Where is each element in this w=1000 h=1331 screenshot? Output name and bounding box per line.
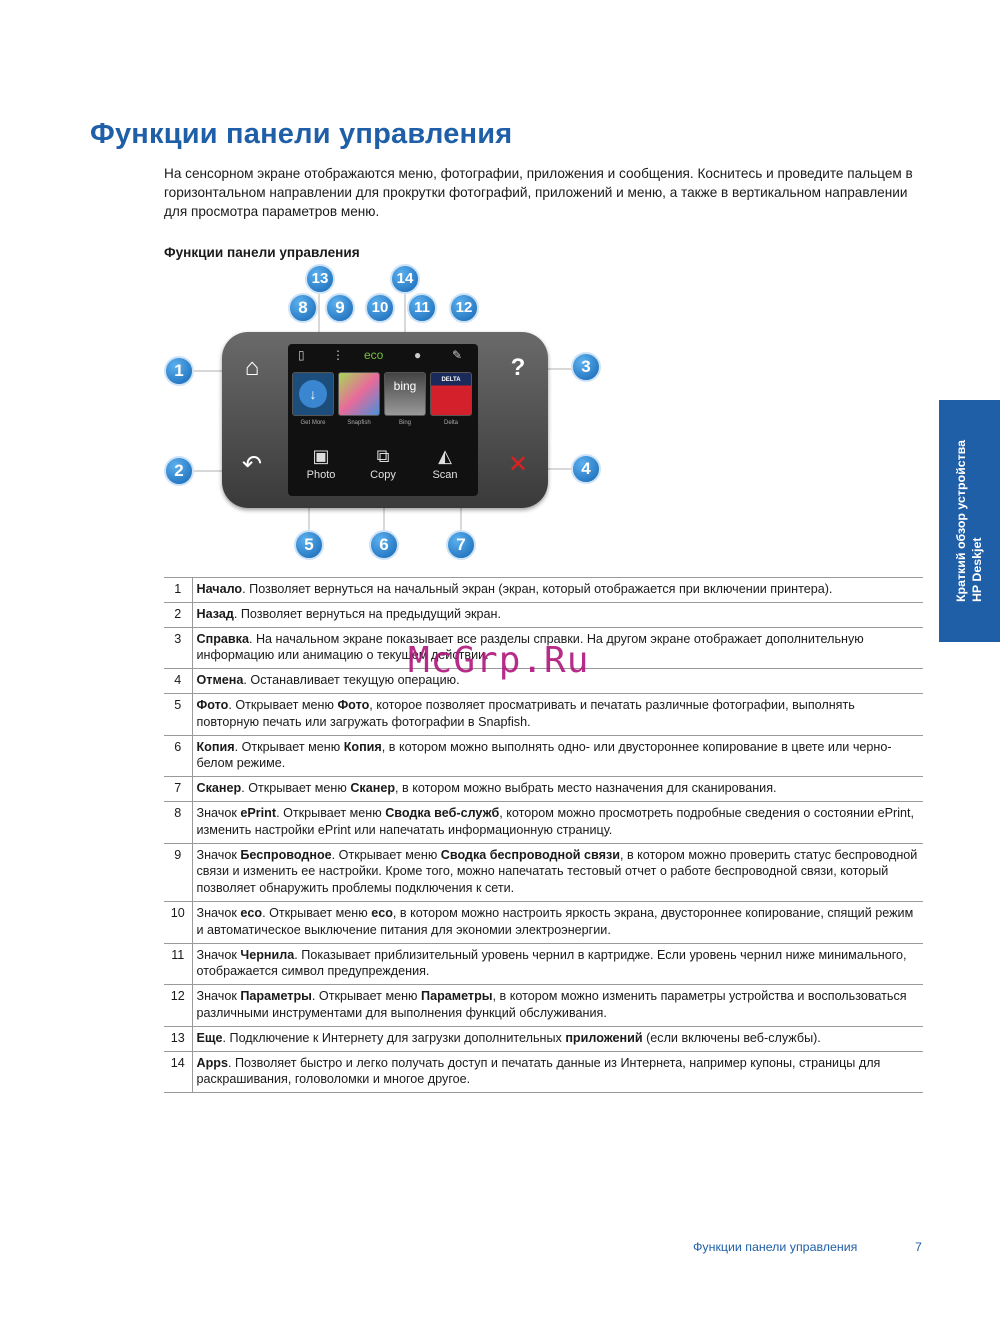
row-description: Apps. Позволяет быстро и легко получать доступ и печатать данные из Интернета, например купоны, страницы для раскрашивания, головоломки и многое другое. [192, 1051, 923, 1093]
printer-control-panel [222, 332, 548, 508]
app-tile-bing[interactable] [384, 372, 426, 416]
table-row [164, 801, 923, 843]
delta-logo: DELTA [441, 377, 461, 383]
help-button[interactable]: ? [510, 354, 526, 381]
callout-8: 8 [288, 293, 318, 323]
row-number: 14 [164, 1051, 192, 1093]
copy-button[interactable] [358, 444, 408, 494]
callout-4: 4 [571, 454, 601, 484]
app-label: Get More [300, 420, 326, 426]
copy-label: Copy [370, 469, 396, 481]
row-number: 6 [164, 735, 192, 777]
callout-11: 11 [407, 293, 437, 323]
row-description: Фото. Открывает меню Фото, которое позволяет просматривать и печатать различные фотографии, выполнять повторную печать или загружать фотографии в Snapfish. [192, 693, 923, 735]
download-icon: ↓ [299, 380, 327, 408]
touch-screen [288, 344, 478, 496]
row-description: Справка. На начальном экране показывает все разделы справки. На другом экране отображает дополнительную информацию или анимацию о текущем действии. [192, 627, 923, 669]
callout-2: 2 [164, 456, 194, 486]
apps-row [292, 372, 474, 440]
side-tab-text [953, 440, 985, 602]
control-panel-figure [160, 262, 620, 567]
table-row [164, 602, 923, 627]
table-row [164, 735, 923, 777]
photo-icon: ▣ [312, 446, 330, 466]
callout-7: 7 [446, 530, 476, 560]
watermark: McGrp.Ru [408, 640, 590, 681]
ink-icon[interactable]: ● [414, 348, 422, 362]
row-description: Отмена. Останавливает текущую операцию. [192, 669, 923, 694]
page-number: 7 [915, 1240, 922, 1254]
wireless-icon[interactable]: ⋮ [332, 348, 344, 362]
photo-button[interactable] [296, 444, 346, 494]
photo-label: Photo [306, 469, 336, 481]
table-row [164, 1051, 923, 1093]
callout-14: 14 [390, 264, 420, 294]
app-label: Snapfish [347, 420, 371, 426]
scan-button[interactable] [420, 444, 470, 494]
bing-logo: bing [393, 379, 417, 393]
home-button[interactable]: ⌂ [244, 354, 260, 381]
table-row [164, 843, 923, 901]
row-description: Начало. Позволяет вернуться на начальный экран (экран, который отображается при включении принтера). [192, 578, 923, 603]
table-row [164, 578, 923, 603]
app-label: Delta [443, 420, 458, 426]
row-description: Назад. Позволяет вернуться на предыдущий экран. [192, 602, 923, 627]
app-tile-delta[interactable] [430, 372, 472, 416]
row-description: Значок eco. Открывает меню eco, в котором можно настроить яркость экрана, двустороннее копирование, спящий режим и автоматическое выключение питания для экономии электроэнергии. [192, 901, 923, 943]
row-number: 10 [164, 901, 192, 943]
row-number: 1 [164, 578, 192, 603]
row-number: 7 [164, 777, 192, 802]
app-label: Bing [398, 420, 411, 426]
row-description: Значок Параметры. Открывает меню Параметры, в котором можно изменить параметры устройства и воспользоваться различными инструментами для выполнения функций обслуживания. [192, 985, 923, 1027]
row-description: Сканер. Открывает меню Сканер, в котором можно выбрать место назначения для сканирования. [192, 777, 923, 802]
callout-10: 10 [365, 293, 395, 323]
table-row [164, 777, 923, 802]
side-tab-line: HP Deskjet [970, 537, 984, 603]
side-tab-line: Краткий обзор устройства [954, 439, 968, 603]
table-row [164, 901, 923, 943]
status-bar [288, 344, 478, 366]
row-number: 12 [164, 985, 192, 1027]
row-description: Значок Беспроводное. Открывает меню Сводка беспроводной связи, в котором можно проверить статус беспроводной связи и изменить ее настройки. Кроме того, можно напечатать тестовый отчет о работе беспроводной связи, который позволяет обнаружить проблемы подключения к сети. [192, 843, 923, 901]
cancel-button[interactable]: ✕ [507, 451, 529, 478]
row-number: 4 [164, 669, 192, 694]
row-description: Значок Чернила. Показывает приблизительный уровень чернил в картридже. Если уровень чернил ниже минимального, отображается символ предупреждения. [192, 943, 923, 985]
callout-3: 3 [571, 352, 601, 382]
scan-label: Scan [432, 469, 458, 481]
row-number: 13 [164, 1026, 192, 1051]
section-side-tab [939, 400, 1000, 642]
callout-6: 6 [369, 530, 399, 560]
back-button[interactable]: ↶ [241, 451, 263, 478]
row-number: 8 [164, 801, 192, 843]
callout-1: 1 [164, 356, 194, 386]
callout-13: 13 [305, 264, 335, 294]
page-title: Функции панели управления [90, 118, 513, 150]
scan-icon: ◭ [438, 446, 452, 466]
footer-section-title: Функции панели управления [693, 1240, 858, 1254]
table-row [164, 1026, 923, 1051]
app-tile-get-more[interactable] [292, 372, 334, 416]
settings-wrench-icon[interactable]: ✎ [452, 348, 463, 362]
figure-caption: Функции панели управления [164, 245, 360, 260]
table-row [164, 943, 923, 985]
row-description: Копия. Открывает меню Копия, в котором можно выполнять одно- или двустороннее копирование в цвете или черно-белом режиме. [192, 735, 923, 777]
copy-icon: ⧉ [376, 446, 390, 466]
row-number: 5 [164, 693, 192, 735]
row-description: Еще. Подключение к Интернету для загрузки дополнительных приложений (если включены веб-службы). [192, 1026, 923, 1051]
row-description: Значок ePrint. Открывает меню Сводка веб-служб, котором можно просмотреть подробные сведения о состоянии ePrint, изменить настройки ePrint или напечатать информационную страницу. [192, 801, 923, 843]
table-row [164, 985, 923, 1027]
row-number: 3 [164, 627, 192, 669]
callout-9: 9 [325, 293, 355, 323]
eprint-icon[interactable]: ▯ [298, 348, 305, 362]
app-tile-snapfish[interactable] [338, 372, 380, 416]
callout-5: 5 [294, 530, 324, 560]
eco-icon[interactable]: eco [364, 348, 384, 362]
row-number: 9 [164, 843, 192, 901]
function-row [292, 444, 474, 494]
row-number: 2 [164, 602, 192, 627]
intro-paragraph: На сенсорном экране отображаются меню, фотографии, приложения и сообщения. Коснитесь и проведите пальцем в горизонтальном направлении для прокрутки фотографий, приложений и меню, а также в вертикальном направлении для просмотра параметров меню. [164, 166, 913, 219]
row-number: 11 [164, 943, 192, 985]
table-row [164, 693, 923, 735]
callout-12: 12 [449, 293, 479, 323]
